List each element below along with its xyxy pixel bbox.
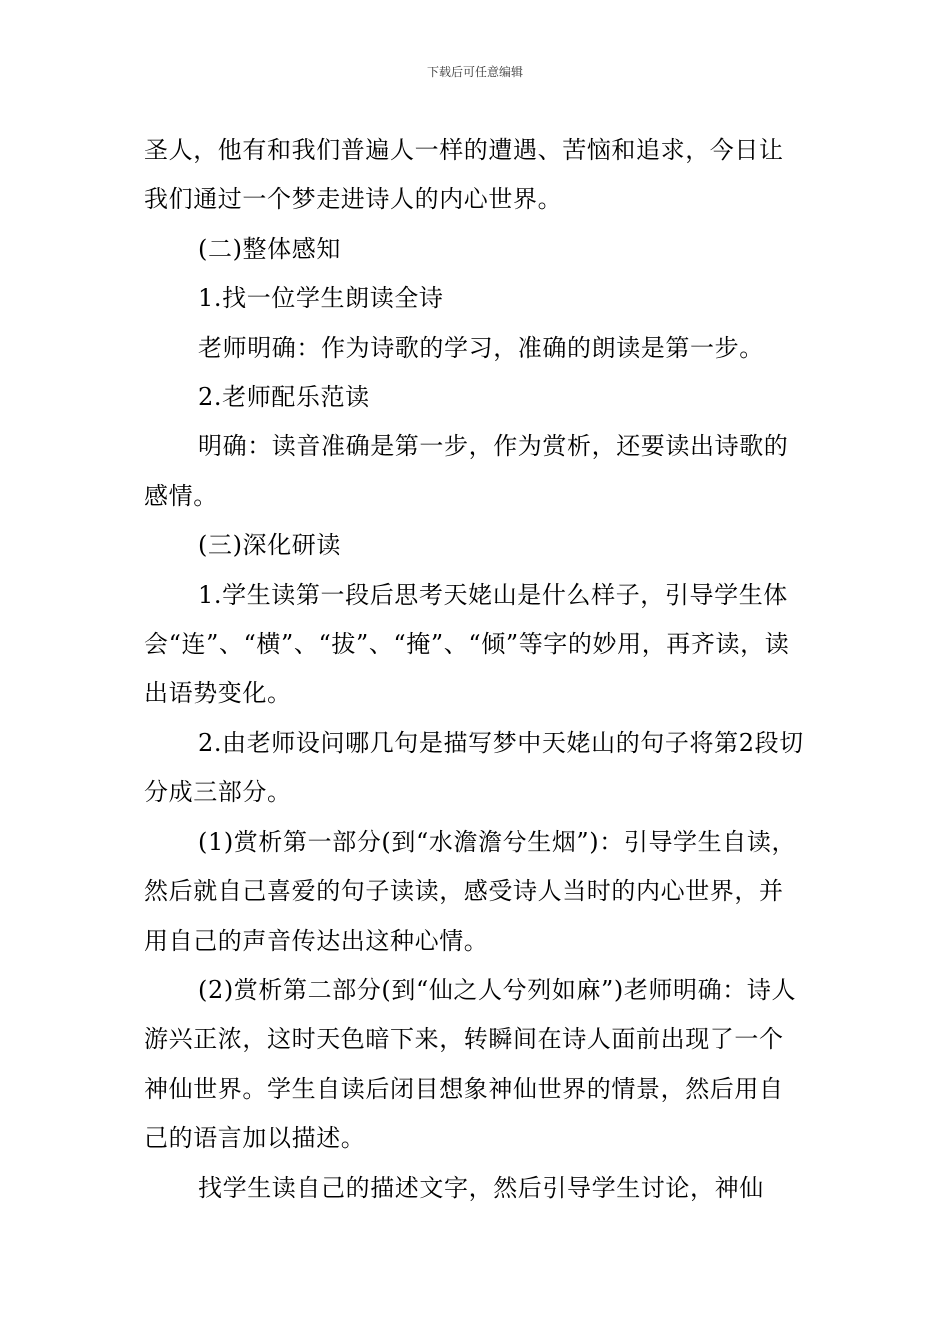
paragraph: (1)赏析第一部分(到“水澹澹兮生烟”)：引导学生自读，然后就自己喜爱的句子读读，感受诗人当时的内心世界，并用自己的声音传达出这种心情。 — [144, 827, 797, 955]
paragraph: 圣人，他有和我们普遍人一样的遭遇、苦恼和追求，今日让我们通过一个梦走进诗人的内心世界。 — [144, 136, 784, 214]
paragraph: 老师明确：作为诗歌的学习，准确的朗读是第一步。 — [198, 333, 764, 362]
paragraph: (2)赏析第二部分(到“仙之人兮列如麻”)老师明确：诗人游兴正浓，这时天色暗下来，转瞬间在诗人面前出现了一个神仙世界。学生自读后闭目想象神仙世界的情景，然后用自己的语言加以描述。 — [144, 975, 797, 1153]
paragraph: 1.找一位学生朗读全诗 — [198, 284, 444, 313]
document-body — [144, 126, 808, 1213]
paragraph: 2.由老师设问哪几句是描写梦中天姥山的句子将第2段切分成三部分。 — [144, 728, 804, 807]
section-heading: (二)整体感知 — [198, 234, 341, 263]
paragraph: 明确：读音准确是第一步，作为赏析，还要读出诗歌的感情。 — [144, 432, 789, 510]
page-header: 下载后可任意编辑 — [426, 65, 523, 79]
paragraph: 找学生读自己的描述文字，然后引导学生讨论，神仙 — [198, 1173, 764, 1202]
section-heading: (三)深化研读 — [198, 531, 341, 560]
paragraph: 2.老师配乐范读 — [198, 383, 370, 412]
paragraph: 1.学生读第一段后思考天姥山是什么样子，引导学生体会“连”、“横”、“拔”、“掩”、“倾”等字的妙用，再齐读，读出语势变化。 — [144, 580, 790, 708]
